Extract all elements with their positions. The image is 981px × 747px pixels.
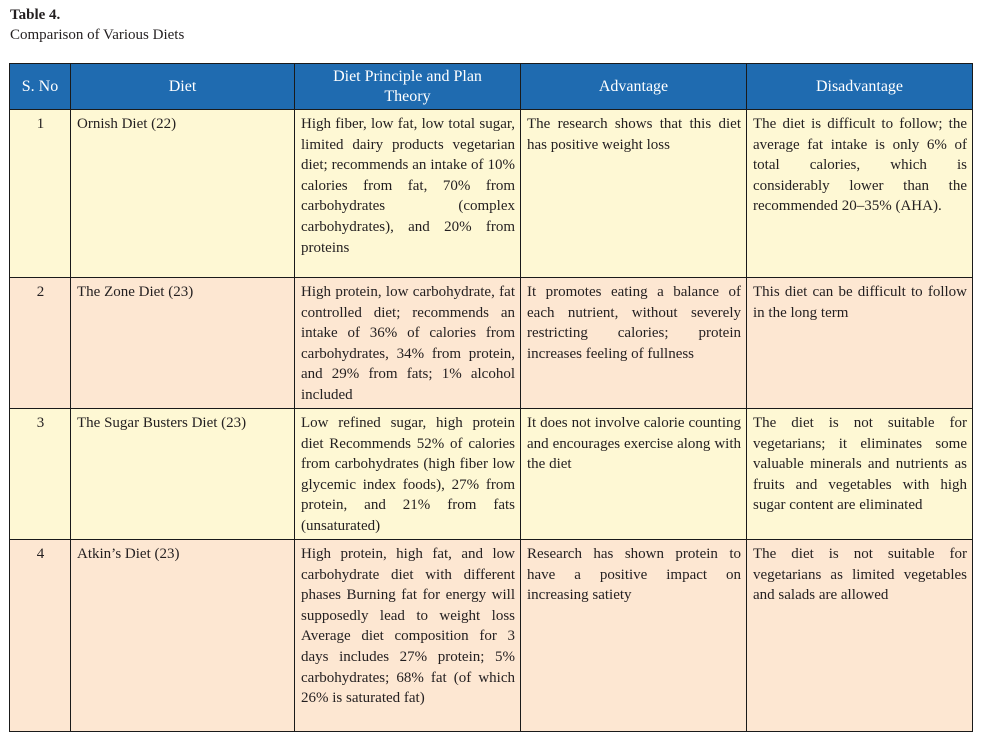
cell-diet: Atkin’s Diet (23) bbox=[71, 540, 295, 732]
cell-disadvantage: The diet is not suitable for vegetarians as limited vegetables and salads are allowed bbox=[747, 540, 973, 732]
cell-diet: The Zone Diet (23) bbox=[71, 278, 295, 409]
diet-comparison-table bbox=[9, 63, 973, 732]
header-principle-text: Diet Principle and Plan Theory bbox=[333, 67, 482, 105]
cell-disadvantage: The diet is difficult to follow; the average fat intake is only 6% of total calories, which is considerably lower than the recommended 20–35% (AHA). bbox=[747, 110, 973, 278]
header-diet: Diet bbox=[71, 64, 295, 110]
cell-sno: 1 bbox=[10, 110, 71, 278]
cell-disadvantage: The diet is not suitable for vegetarians; it eliminates some valuable minerals and nutrients as fruits and vegetables with high sugar content are eliminated bbox=[747, 409, 973, 540]
cell-sno: 2 bbox=[10, 278, 71, 409]
cell-sno: 4 bbox=[10, 540, 71, 732]
header-advantage: Advantage bbox=[521, 64, 747, 110]
table-header-row bbox=[10, 64, 973, 110]
table-row bbox=[10, 278, 973, 409]
table-title: Comparison of Various Diets bbox=[10, 27, 185, 43]
header-principle bbox=[295, 64, 521, 110]
cell-diet: The Sugar Busters Diet (23) bbox=[71, 409, 295, 540]
table-caption bbox=[10, 5, 184, 45]
cell-sno: 3 bbox=[10, 409, 71, 540]
cell-advantage: The research shows that this diet has positive weight loss bbox=[521, 110, 747, 278]
cell-principle: High protein, high fat, and low carbohydrate diet with different phases Burning fat for energy will supposedly lead to weight loss Average diet composition for 3 days includes 27% protein; 5% carbohydrates; 68% fat (of which 26% is saturated fat) bbox=[295, 540, 521, 732]
cell-advantage: It does not involve calorie counting and encourages exercise along with the diet bbox=[521, 409, 747, 540]
cell-advantage: It promotes eating a balance of each nutrient, without severely restricting calories; protein increases feeling of fullness bbox=[521, 278, 747, 409]
cell-principle: Low refined sugar, high protein diet Recommends 52% of calories from carbohydrates (high fiber low glycemic index foods), 27% from protein, and 21% from fats (unsaturated) bbox=[295, 409, 521, 540]
cell-principle: High fiber, low fat, low total sugar, limited dairy products vegetarian diet; recommends an intake of 10% calories from fat, 70% from carbohydrates (complex carbohydrates), and 20% from proteins bbox=[295, 110, 521, 278]
table-label: Table 4. bbox=[10, 7, 61, 23]
header-disadvantage: Disadvantage bbox=[747, 64, 973, 110]
table-row bbox=[10, 540, 973, 732]
cell-disadvantage: This diet can be difficult to follow in the long term bbox=[747, 278, 973, 409]
table-row bbox=[10, 110, 973, 278]
cell-diet: Ornish Diet (22) bbox=[71, 110, 295, 278]
cell-advantage: Research has shown protein to have a positive impact on increasing satiety bbox=[521, 540, 747, 732]
table-row bbox=[10, 409, 973, 540]
header-sno: S. No bbox=[10, 64, 71, 110]
cell-principle: High protein, low carbohydrate, fat controlled diet; recommends an intake of 36% of calories from carbohydrates, 34% from protein, and 29% from fats; 1% alcohol included bbox=[295, 278, 521, 409]
